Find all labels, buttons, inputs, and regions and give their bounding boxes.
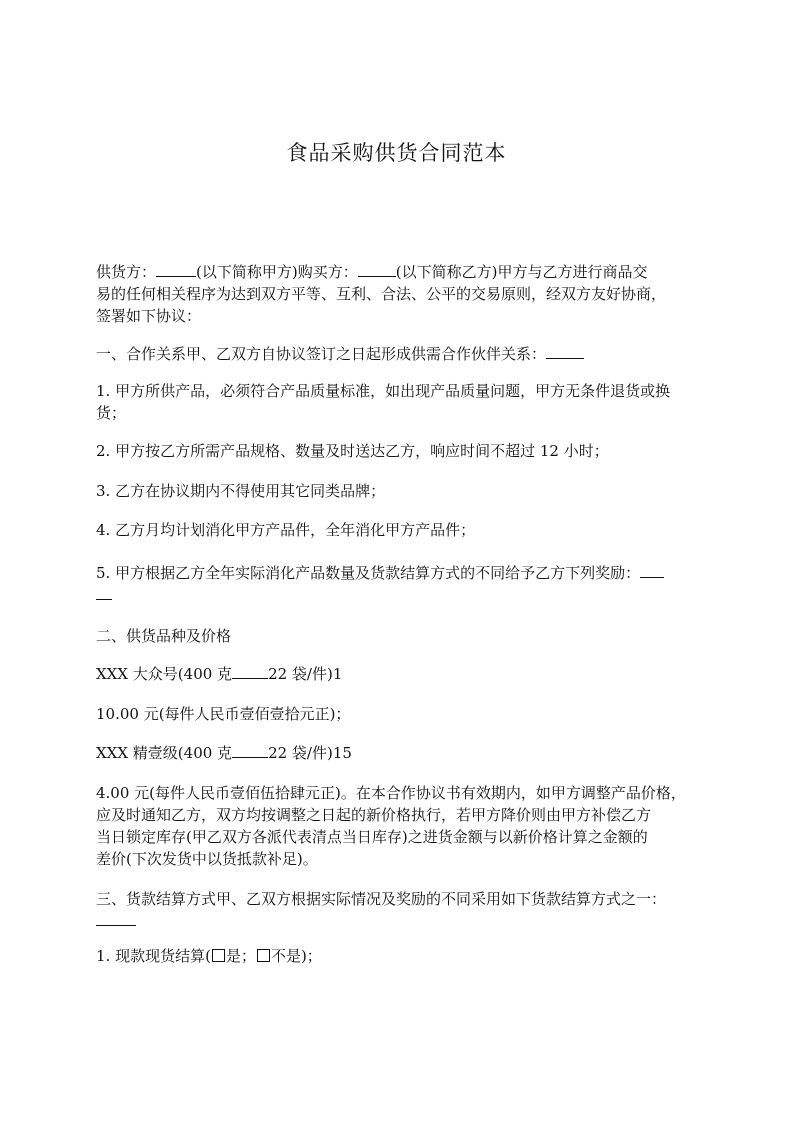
section3-item1-label: 1. 现款现货结算( xyxy=(96,947,211,965)
intro-line-3: 签署如下协议： xyxy=(96,307,202,325)
product-1-blank xyxy=(232,664,268,679)
section2-heading: 二、供货品种及价格 xyxy=(96,627,232,645)
settlement-blank xyxy=(96,911,136,926)
reward-blank-2 xyxy=(96,585,112,600)
buyer-blank xyxy=(358,262,396,277)
buyer-note: (以下简称乙方)甲方与乙方进行商品交 xyxy=(395,263,648,281)
checkbox-yes[interactable] xyxy=(212,949,225,962)
supplier-blank xyxy=(156,262,196,277)
section3-heading: 三、货款结算方式甲、乙双方根据实际情况及奖励的不同采用如下货款结算方式之一： xyxy=(96,890,667,908)
section3-item1 xyxy=(96,945,716,967)
intro-line-2: 易的任何相关程序为达到双方平等、互利、合法、公平的交易原则，经双方友好协商， xyxy=(96,285,667,303)
price-2-line-2: 应及时通知乙方，双方均按调整之日起的新价格执行，若甲方降价则由甲方补偿乙方 xyxy=(96,806,652,824)
checkbox-no-label: 不是)； xyxy=(270,947,322,965)
product-1-spec: 22 袋/件)1 xyxy=(268,665,343,683)
partner-blank xyxy=(546,344,584,359)
section1-item4: 4. 乙方月均计划消化甲方产品件，全年消化甲方产品件； xyxy=(96,521,476,539)
section1-item5 xyxy=(96,562,716,584)
section1-item1-line1: 1. 甲方所供产品，必须符合产品质量标准，如出现产品质量问题，甲方无条件退货或换 xyxy=(96,382,671,400)
section1-item5-text: 5. 甲方根据乙方全年实际消化产品数量及货款结算方式的不同给予乙方下列奖励： xyxy=(96,564,641,582)
reward-blank-1 xyxy=(640,563,664,578)
section1-item2: 2. 甲方按乙方所需产品规格、数量及时送达乙方，响应时间不超过 12 小时； xyxy=(96,442,609,460)
product-1 xyxy=(96,663,716,685)
product-2-blank xyxy=(232,743,268,758)
price-2-line-1: 4.00 元(每件人民币壹佰伍拾肆元正)。在本合作协议书有效期内，如甲方调整产品价格， xyxy=(96,784,686,802)
section1-item3: 3. 乙方在协议期内不得使用其它同类品牌； xyxy=(96,482,386,500)
product-2-name: XXX 精壹级(400 克 xyxy=(96,744,233,762)
price-2-line-3: 当日锁定库存(甲乙双方各派代表清点当日库存)之进货金额与以新价格计算之金额的 xyxy=(96,828,648,846)
section1-heading-text: 一、合作关系甲、乙双方自协议签订之日起形成供需合作伙伴关系： xyxy=(96,345,547,363)
checkbox-yes-label: 是； xyxy=(225,947,256,965)
product-1-name: XXX 大众号(400 克 xyxy=(96,665,233,683)
product-2 xyxy=(96,742,716,764)
supplier-note: (以下简称甲方)购买方： xyxy=(196,263,358,281)
section1-item5-continued xyxy=(96,584,716,606)
intro-line-1 xyxy=(96,261,716,283)
document-title: 食品采购供货合同范本 xyxy=(286,141,507,165)
checkbox-no[interactable] xyxy=(257,949,270,962)
supplier-label: 供货方： xyxy=(96,263,157,281)
section3-heading-continued xyxy=(96,910,716,932)
product-2-spec: 22 袋/件)15 xyxy=(268,744,352,762)
section1-heading xyxy=(96,343,716,365)
price-1: 10.00 元(每件人民币壹佰壹拾元正)； xyxy=(96,705,351,723)
section1-item1-line2: 货； xyxy=(96,404,127,422)
price-2-line-4: 差价(下次发货中以货抵款补足)。 xyxy=(96,850,318,868)
